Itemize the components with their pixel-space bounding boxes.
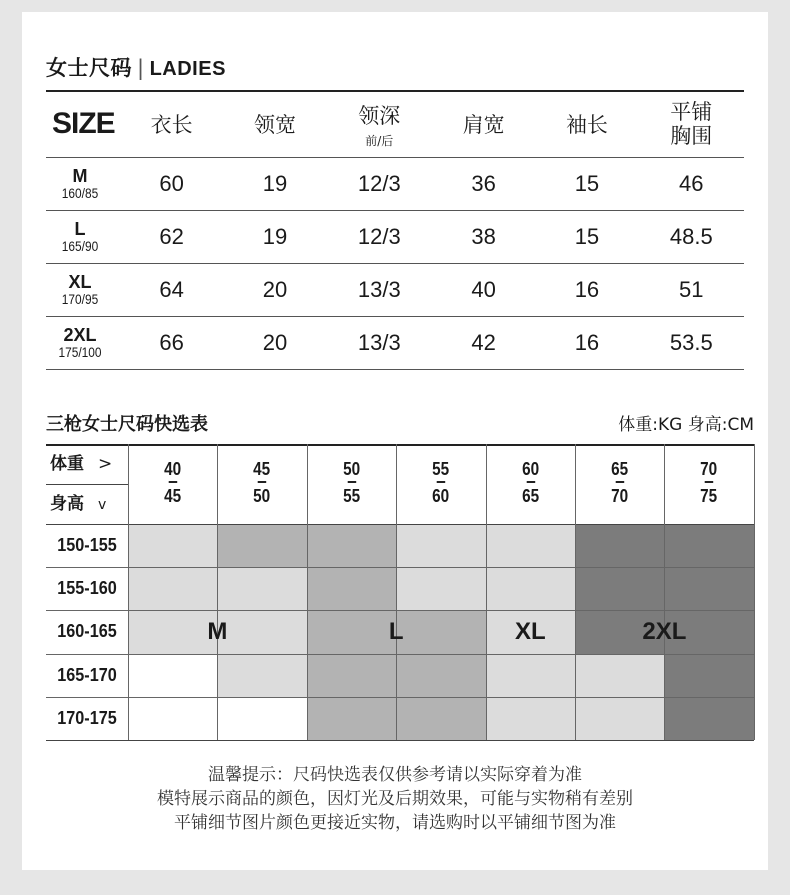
weight-min: 40 [164, 459, 182, 479]
size-zone-label: L [388, 618, 404, 645]
measurement-cell: 19 [262, 170, 288, 196]
measurement-cell: 15 [574, 223, 600, 249]
row-divider [46, 697, 754, 698]
size-cell [46, 263, 120, 316]
weight-min: 60 [521, 459, 539, 479]
measurement-cell: 53.5 [669, 329, 713, 355]
weight-range [671, 458, 747, 507]
col-divider [396, 444, 397, 740]
weight-range [135, 458, 211, 507]
header-collar-depth-sub: 前/后 [365, 133, 394, 148]
size-height: 165/90 [61, 237, 99, 254]
grid-cell [396, 524, 485, 567]
measurement-cell: 62 [159, 223, 184, 249]
col-divider [217, 444, 218, 740]
measurement-cell: 48.5 [669, 223, 713, 249]
measurement-cell: 60 [159, 170, 184, 196]
weight-arrow-icon: > [98, 454, 113, 474]
page-title [46, 52, 226, 82]
row-divider [46, 610, 754, 611]
grid-cell [128, 654, 217, 697]
col-divider [486, 444, 487, 740]
measurement-cell: 12/3 [357, 170, 401, 196]
grid-cell [128, 567, 217, 610]
size-row [46, 210, 744, 263]
weight-min: 55 [432, 459, 450, 479]
weight-max: 65 [521, 486, 539, 506]
size-cell [46, 210, 120, 263]
grid-cell [307, 567, 396, 610]
grid-cell [217, 697, 306, 740]
quick-select-units: 体重:KG 身高:CM [618, 415, 754, 435]
col-divider [664, 444, 665, 740]
grid-cell [486, 697, 575, 740]
grid-cell [307, 524, 396, 567]
measurement-cell: 64 [159, 276, 184, 302]
grid-cell [128, 524, 217, 567]
size-cell [46, 316, 120, 369]
grid-cell [575, 524, 664, 567]
fraction-bar [526, 481, 535, 483]
grid-cell [128, 697, 217, 740]
height-range: 170-175 [57, 707, 117, 728]
note-line-3: 平铺细节图片颜色更接近实物，请选购时以平铺细节图为准 [174, 813, 616, 833]
size-row [46, 157, 744, 210]
size-name: 2XL [63, 324, 97, 345]
weight-range [224, 458, 300, 507]
measurement-cell: 13/3 [357, 329, 401, 355]
grid-cell [217, 654, 306, 697]
fraction-bar [347, 481, 356, 483]
weight-max: 55 [342, 486, 360, 506]
measurement-cell: 46 [679, 170, 704, 196]
weight-axis-text: 体重 [50, 454, 84, 474]
fraction-bar [437, 481, 446, 483]
grid-cell [486, 654, 575, 697]
weight-min: 45 [253, 459, 271, 479]
size-table-header [46, 91, 744, 157]
measurement-cell: 16 [574, 329, 600, 355]
header-sleeve: 袖长 [565, 113, 608, 138]
weight-max: 60 [432, 486, 450, 506]
size-zone-label: M [207, 618, 228, 645]
measurement-cell: 16 [574, 276, 600, 302]
size-name: L [74, 218, 86, 239]
measurement-cell: 15 [574, 170, 600, 196]
row-divider [46, 567, 754, 568]
fraction-bar [258, 481, 267, 483]
weight-max: 50 [253, 486, 271, 506]
size-row [46, 316, 744, 369]
measurement-cell: 20 [262, 329, 288, 355]
weight-range [492, 458, 568, 507]
fraction-bar [168, 481, 177, 483]
col-divider [754, 444, 755, 740]
measurement-cell: 40 [471, 276, 496, 302]
grid-border-bottom [46, 740, 754, 741]
size-zone-label: XL [514, 618, 546, 645]
grid-cell [575, 697, 664, 740]
size-zone-label: 2XL [642, 618, 687, 645]
grid-cell [486, 567, 575, 610]
grid-cell [307, 654, 396, 697]
col-divider [575, 444, 576, 740]
header-length: 衣长 [150, 113, 193, 138]
header-size: SIZE [52, 107, 115, 141]
measurement-cell: 36 [471, 170, 496, 196]
height-range: 165-170 [57, 664, 117, 685]
grid-cell [575, 654, 664, 697]
title-en: LADIES [149, 58, 226, 80]
grid-cell [664, 524, 753, 567]
grid-cell [396, 567, 485, 610]
grid-cell [575, 567, 664, 610]
size-height: 170/95 [61, 290, 99, 307]
fraction-bar [615, 481, 624, 483]
measurement-cell: 66 [159, 329, 184, 355]
weight-min: 50 [342, 459, 360, 479]
grid-cell [664, 654, 753, 697]
weight-range [582, 458, 658, 507]
weight-min: 65 [611, 459, 629, 479]
height-range: 155-160 [57, 578, 117, 599]
grid-cell [217, 524, 306, 567]
measurement-cell: 12/3 [357, 223, 401, 249]
header-collar-width: 领宽 [253, 113, 296, 138]
grid-cell [217, 567, 306, 610]
weight-max: 75 [700, 486, 718, 506]
size-name: M [72, 165, 88, 186]
grid-cell [307, 697, 396, 740]
measurement-cell: 42 [471, 329, 496, 355]
height-arrow-icon: v [98, 497, 107, 513]
quick-select-grid [46, 444, 748, 740]
height-axis-label [50, 484, 126, 525]
title-separator: | [137, 56, 145, 80]
height-axis-text: 身高 [50, 494, 84, 514]
grid-cell [486, 524, 575, 567]
note-line-1: 温馨提示：尺码快选表仅供参考请以实际穿着为准 [208, 765, 582, 785]
measurement-cell: 19 [262, 223, 288, 249]
grid-border-top [46, 444, 754, 446]
header-chest: 平铺 胸围 [670, 100, 713, 149]
header-shoulder: 肩宽 [462, 113, 505, 138]
size-name: XL [68, 271, 92, 292]
measurement-cell: 51 [679, 276, 704, 302]
fraction-bar [705, 481, 714, 483]
weight-max: 45 [164, 486, 182, 506]
height-range: 160-165 [57, 621, 117, 642]
weight-min: 70 [700, 459, 718, 479]
title-cn: 女士尺码 [46, 56, 132, 80]
row-divider [46, 654, 754, 655]
size-height: 175/100 [58, 343, 102, 360]
measurement-cell: 20 [262, 276, 288, 302]
weight-range [314, 458, 390, 507]
grid-cell [664, 567, 753, 610]
header-divider [46, 524, 754, 525]
size-table [46, 90, 744, 370]
weight-range [403, 458, 479, 507]
header-collar-depth [327, 91, 432, 157]
col-divider [128, 444, 129, 740]
height-range: 150-155 [57, 535, 117, 555]
size-row [46, 263, 744, 316]
weight-axis-label [50, 444, 126, 484]
col-divider [307, 444, 308, 740]
grid-cell [664, 697, 753, 740]
size-cell [46, 157, 120, 210]
measurement-cell: 38 [471, 223, 496, 249]
size-height: 160/85 [61, 184, 99, 201]
grid-cell [396, 697, 485, 740]
weight-max: 70 [611, 486, 629, 506]
note-line-2: 模特展示商品的颜色，因灯光及后期效果，可能与实物稍有差别 [157, 789, 633, 809]
measurement-cell: 13/3 [357, 276, 401, 302]
grid-cell [396, 654, 485, 697]
quick-select-title: 三枪女士尺码快选表 [46, 414, 208, 435]
header-collar-depth-label: 领深 [358, 103, 401, 128]
